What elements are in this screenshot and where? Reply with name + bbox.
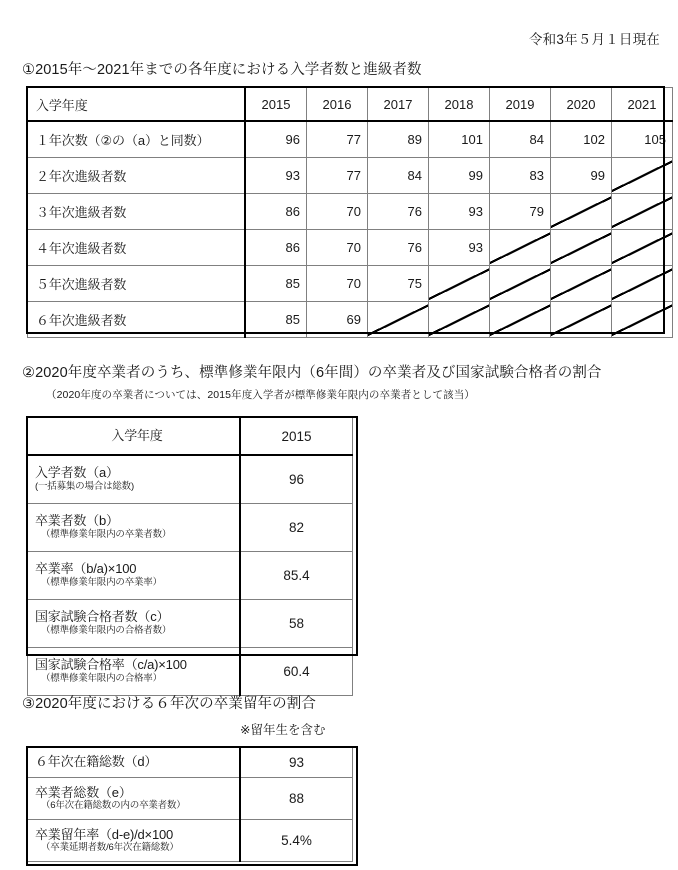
row-label [28, 503, 241, 551]
cell-value: 89 [368, 121, 429, 158]
row-label-sub: （標準修業年限内の合格者数） [41, 624, 172, 636]
cell-value: 93 [429, 194, 490, 230]
row-label-main: 国家試験合格者数（c） [35, 609, 170, 625]
cell-not-applicable [612, 302, 673, 338]
section3-title: ③2020年度における６年次の卒業留年の割合 [22, 696, 316, 712]
row-label-main: 卒業留年率（d-e)/d×100 [35, 826, 174, 842]
cell-value: 76 [368, 194, 429, 230]
row-label: ４年次進級者数 [28, 230, 246, 266]
row-label: ６年次進級者数 [28, 302, 246, 338]
section1-title: ①2015年〜2021年までの各年度における入学者数と進級者数 [22, 62, 422, 78]
table-row [28, 302, 673, 338]
table-row [28, 158, 673, 194]
cell-not-applicable [612, 266, 673, 302]
row-label-main: 卒業率（b/a)×100 [35, 561, 137, 577]
cell-value: 96 [240, 455, 353, 503]
row-label-main: 卒業者数（b） [35, 513, 119, 529]
column-header-year-2017: 2017 [368, 88, 429, 122]
graduation-delay-table [27, 747, 353, 862]
table-row [28, 820, 353, 862]
cell-value: 84 [368, 158, 429, 194]
row-label-main: 卒業者総数（e） [35, 784, 132, 800]
row-label-sub: (一括募集の場合は総数) [35, 480, 134, 492]
column-header-year-2021: 2021 [612, 88, 673, 122]
table-row [28, 748, 353, 778]
cell-value: 75 [368, 266, 429, 302]
row-label-sub: （6年次在籍総数の内の卒業者数） [41, 800, 186, 812]
row-label [28, 647, 241, 695]
column-header-admission-year: 入学年度 [28, 88, 246, 122]
table-row [28, 647, 353, 695]
section3-note: ※留年生を含む [240, 723, 326, 737]
column-header-year-2016: 2016 [307, 88, 368, 122]
table-row [28, 551, 353, 599]
row-label [28, 599, 241, 647]
cell-value: 58 [240, 599, 353, 647]
cell-not-applicable [429, 266, 490, 302]
cell-value: 85.4 [240, 551, 353, 599]
cell-value: 105 [612, 121, 673, 158]
table-header-row [28, 418, 353, 456]
cell-value: 99 [429, 158, 490, 194]
table-row [28, 121, 673, 158]
table-row [28, 455, 353, 503]
column-header-year-2020: 2020 [551, 88, 612, 122]
column-header-year-2018: 2018 [429, 88, 490, 122]
row-label [28, 551, 241, 599]
cell-value: 93 [429, 230, 490, 266]
enrollment-progression-table [27, 87, 673, 338]
column-header-admission-year: 入学年度 [28, 418, 241, 456]
cell-value: 70 [307, 266, 368, 302]
cell-not-applicable [490, 230, 551, 266]
cell-value: 60.4 [240, 647, 353, 695]
cell-value: 93 [245, 158, 307, 194]
column-header-year-2015: 2015 [240, 418, 353, 456]
row-label [28, 820, 241, 862]
cell-value: 99 [551, 158, 612, 194]
row-label-main: 国家試験合格率（c/a)×100 [35, 657, 187, 673]
cell-value: 69 [307, 302, 368, 338]
cell-value: 79 [490, 194, 551, 230]
document-date: 令和3年５月１日現在 [528, 32, 660, 47]
cell-not-applicable [368, 302, 429, 338]
row-label: ２年次進級者数 [28, 158, 246, 194]
table-row [28, 503, 353, 551]
cell-not-applicable [612, 194, 673, 230]
table-row [28, 778, 353, 820]
row-label: １年次数（②の（a）と同数） [28, 121, 246, 158]
cell-value: 86 [245, 194, 307, 230]
cell-value: 77 [307, 121, 368, 158]
row-label-sub: （標準修業年限内の卒業者数） [41, 528, 172, 540]
cell-not-applicable [551, 266, 612, 302]
cell-value: 101 [429, 121, 490, 158]
table-row [28, 266, 673, 302]
cell-value: 86 [245, 230, 307, 266]
section2-note: （2020年度の卒業者については、2015年度入学者が標準修業年限内の卒業者として該当） [46, 389, 475, 401]
cell-value: 84 [490, 121, 551, 158]
table-header-row [28, 88, 673, 122]
cell-value: 5.4% [240, 820, 353, 862]
row-label-sub: （標準修業年限内の卒業率） [41, 576, 162, 588]
graduation-rate-table [27, 417, 353, 696]
cell-value: 85 [245, 302, 307, 338]
cell-value: 85 [245, 266, 307, 302]
cell-not-applicable [612, 230, 673, 266]
row-label [28, 455, 241, 503]
cell-not-applicable [429, 302, 490, 338]
table-row [28, 599, 353, 647]
cell-not-applicable [551, 230, 612, 266]
cell-value: 102 [551, 121, 612, 158]
column-header-year-2015: 2015 [245, 88, 307, 122]
cell-not-applicable [551, 302, 612, 338]
cell-value: 70 [307, 194, 368, 230]
row-label: ３年次進級者数 [28, 194, 246, 230]
row-label: ５年次進級者数 [28, 266, 246, 302]
section2-title: ②2020年度卒業者のうち、標準修業年限内（6年間）の卒業者及び国家試験合格者の割合 [22, 365, 602, 381]
cell-not-applicable [490, 266, 551, 302]
row-label-main: ６年次在籍総数（d） [35, 754, 158, 770]
cell-not-applicable [490, 302, 551, 338]
cell-not-applicable [612, 158, 673, 194]
row-label-sub: （標準修業年限内の合格率） [41, 672, 162, 684]
row-label [28, 778, 241, 820]
row-label [28, 748, 241, 778]
cell-value: 88 [240, 778, 353, 820]
cell-value: 76 [368, 230, 429, 266]
row-label-sub: （卒業延期者数/6年次在籍総数） [41, 842, 179, 854]
table-row [28, 194, 673, 230]
cell-value: 83 [490, 158, 551, 194]
column-header-year-2019: 2019 [490, 88, 551, 122]
cell-value: 93 [240, 748, 353, 778]
cell-value: 70 [307, 230, 368, 266]
row-label-main: 入学者数（a） [35, 465, 119, 481]
cell-value: 82 [240, 503, 353, 551]
cell-value: 77 [307, 158, 368, 194]
table-row [28, 230, 673, 266]
cell-not-applicable [551, 194, 612, 230]
cell-value: 96 [245, 121, 307, 158]
